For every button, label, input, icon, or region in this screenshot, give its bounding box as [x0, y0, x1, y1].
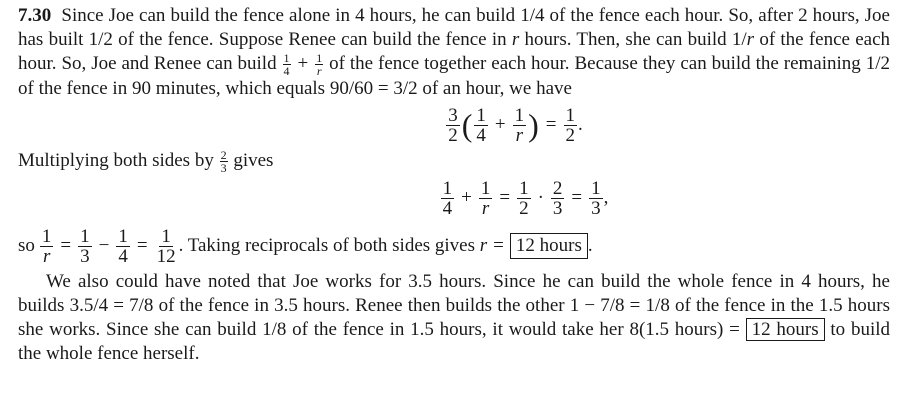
fraction: $\frac{1}{r}$	[514, 104, 525, 146]
p1-text-c: of the fence each hour. So, Joe and Renee can build	[18, 29, 890, 74]
right-paren: )	[528, 107, 539, 144]
boxed-answer: 12 hours	[746, 318, 825, 341]
plus-sign: +	[297, 53, 309, 74]
equals-sign: =	[493, 235, 504, 257]
plus-sign: +	[461, 187, 472, 209]
equals-sign: =	[499, 187, 511, 209]
p1-text-a: Since Joe can build the fence alone in 4 hours, he can build 1/4 of the fence each hour. So, after 2 hours, Joe has built 1/2 of the fence. Suppose Renee can build the fence in	[18, 5, 890, 50]
fraction: $\frac{1}{r}$	[41, 225, 52, 267]
equation-1	[138, 101, 890, 149]
inline-fraction: $\frac{1}{4}$	[283, 51, 290, 79]
fraction: $\frac{3}{2}$	[448, 104, 458, 146]
variable-r: r	[746, 29, 755, 50]
fraction: $\frac{1}{4}$	[442, 177, 453, 219]
so-word: so	[18, 235, 35, 257]
p1-text-b: hours. Then, she can build 1/	[519, 29, 747, 50]
equals-sign: =	[136, 235, 148, 257]
p1-text-d: of the fence together each hour. Because they can build the remaining 1/2 of the fence in 90 minutes, which equals 90/60 = 3/2 of an hour, we have	[18, 53, 890, 100]
equals-sign: =	[545, 114, 557, 136]
fraction: $\frac{1}{3}$	[80, 225, 90, 267]
solution-page	[18, 4, 890, 366]
equals-sign: =	[571, 187, 583, 209]
fraction: $\frac{1}{2}$	[565, 104, 575, 146]
solution-paragraph-1	[18, 4, 890, 101]
problem-number: 7.30	[18, 5, 52, 26]
fraction: $\frac{1}{12}$	[156, 225, 176, 267]
variable-r: r	[511, 29, 520, 50]
inline-fraction: $\frac{2}{3}$	[220, 148, 227, 176]
equation-3-line	[18, 222, 890, 270]
period: .	[587, 235, 593, 257]
period: .	[578, 114, 583, 136]
fraction: $\frac{1}{3}$	[591, 177, 601, 219]
solution-paragraph-multiply: Multiplying both sides by $\frac{2}{3}$ gives	[18, 148, 274, 176]
left-paren: (	[461, 107, 473, 144]
solution-paragraph-2: We also could have noted that Joe works for 3.5 hours. Since he can build the whole fence in 4 hours, he builds 3.5/4 = 7/8 of the fence in 3.5 hours. Renee then builds the other 1 − 7/8 = 1/8 of the fence in the 1.5 hours she works. Since she can build 1/8 of the fence in 1.5 hours, it would take her 8(1.5 hours) = 12 hours to build the whole fence herself.	[18, 271, 890, 365]
fraction: $\frac{1}{4}$	[476, 104, 486, 146]
plus-sign: +	[494, 114, 506, 136]
eq3-text: . Taking reciprocals of both sides gives	[178, 235, 480, 257]
variable-r: r	[479, 235, 488, 257]
comma: ,	[603, 187, 609, 209]
equation-2	[158, 174, 890, 222]
fraction: $\frac{1}{4}$	[118, 225, 128, 267]
inline-fraction: $\frac{1}{r}$	[316, 51, 323, 79]
minus-sign: −	[98, 235, 110, 257]
fraction: $\frac{1}{r}$	[480, 177, 491, 219]
fraction: $\frac{1}{2}$	[519, 177, 529, 219]
equals-sign: =	[60, 235, 72, 257]
fraction: $\frac{2}{3}$	[552, 177, 563, 219]
dot-operator: ·	[537, 187, 544, 209]
boxed-answer: 12 hours	[510, 233, 588, 259]
